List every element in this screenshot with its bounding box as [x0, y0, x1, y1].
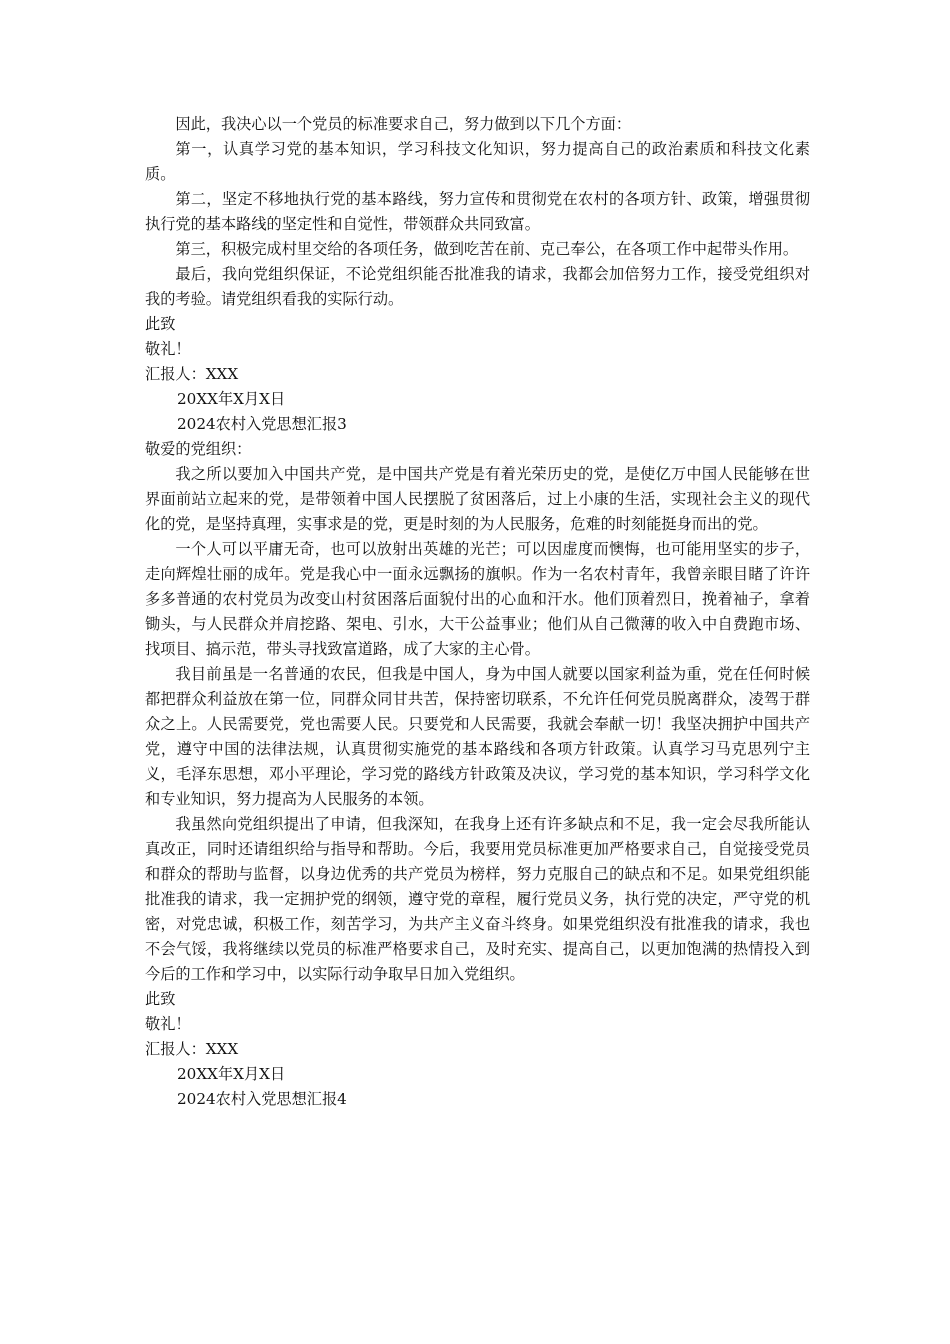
- reporter-signature: 汇报人：XXX: [145, 1040, 239, 1058]
- paragraph-point-one: 第一，认真学习党的基本知识，学习科技文化知识，努力提高自己的政治素质和科技文化素质。: [145, 140, 810, 183]
- report-date: 20XX年X月X日: [177, 1065, 286, 1083]
- paragraph-resolution: 因此，我决心以一个党员的标准要求自己，努力做到以下几个方面：: [175, 115, 632, 133]
- paragraph-banner: 一个人可以平庸无奇，也可以放射出英雄的光芒；可以因虚度而懊悔，也可能用坚实的步子，走向辉煌壮丽的成年。党是我心中一面永远飘扬的旗帜。作为一名农村青年，我曾亲眼目睹了许许多多普通的农村党员为改变山村贫困落后面貌付出的心血和汗水。他们顶着烈日，挽着袖子，拿着锄头，与人民群众并肩挖路、架电、引水，大干公益事业；他们从自己微薄的收入中自费跑市场、找项目、搞示范，带头寻找致富道路，成了大家的主心骨。: [145, 540, 810, 658]
- closing-jingli: 敬礼！: [145, 340, 191, 358]
- paragraph-finally: 最后，我向党组织保证，不论党组织能否批准我的请求，我都会加倍努力工作，接受党组织对我的考验。请党组织看我的实际行动。: [145, 265, 810, 308]
- report-title-3: 2024农村入党思想汇报3: [177, 415, 347, 433]
- paragraph-point-three: 第三，积极完成村里交给的各项任务，做到吃苦在前、克己奉公，在各项工作中起带头作用。: [175, 240, 799, 258]
- closing-cizhi: 此致: [145, 315, 176, 333]
- document-page: [145, 112, 810, 1112]
- reporter-signature: 汇报人：XXX: [145, 365, 239, 383]
- report-date: 20XX年X月X日: [177, 390, 286, 408]
- paragraph-point-two: 第二，坚定不移地执行党的基本路线，努力宣传和贯彻党在农村的各项方针、政策，增强贯彻执行党的基本路线的坚定性和自觉性，带领群众共同致富。: [145, 190, 810, 233]
- paragraph-ordinary-farmer: 我目前虽是一名普通的农民，但我是中国人，身为中国人就要以国家利益为重，党在任何时候都把群众利益放在第一位，同群众同甘共苦，保持密切联系，不允许任何党员脱离群众，凌驾于群众之上。人民需要党，党也需要人民。只要党和人民需要，我就会奉献一切！我坚决拥护中国共产党，遵守中国的法律法规，认真贯彻实施党的基本路线和各项方针政策。认真学习马克思列宁主义，毛泽东思想，邓小平理论，学习党的路线方针政策及决议，学习党的基本知识，学习科学文化和专业知识，努力提高为人民服务的本领。: [145, 665, 810, 808]
- closing-jingli: 敬礼！: [145, 1015, 191, 1033]
- paragraph-shortcomings: 我虽然向党组织提出了申请，但我深知，在我身上还有许多缺点和不足，我一定会尽我所能认真改正，同时还请组织给与指导和帮助。今后，我要用党员标准更加严格要求自己，自觉接受党员和群众的帮助与监督，以身边优秀的共产党员为榜样，努力克服自己的缺点和不足。如果党组织能批准我的请求，我一定拥护党的纲领，遵守党的章程，履行党员义务，执行党的决定，严守党的机密，对党忠诚，积极工作，刻苦学习，为共产主义奋斗终身。如果党组织没有批准我的请求，我也不会气馁，我将继续以党员的标准严格要求自己，及时充实、提高自己，以更加饱满的热情投入到今后的工作和学习中，以实际行动争取早日加入党组织。: [145, 815, 810, 983]
- paragraph-why-join: 我之所以要加入中国共产党，是中国共产党是有着光荣历史的党，是使亿万中国人民能够在世界面前站立起来的党，是带领着中国人民摆脱了贫困落后，过上小康的生活，实现社会主义的现代化的党，是坚持真理，实事求是的党，更是时刻的为人民服务，危难的时刻能挺身而出的党。: [145, 465, 810, 533]
- report-title-4: 2024农村入党思想汇报4: [177, 1090, 347, 1108]
- salutation: 敬爱的党组织：: [145, 440, 252, 458]
- closing-cizhi: 此致: [145, 990, 176, 1008]
